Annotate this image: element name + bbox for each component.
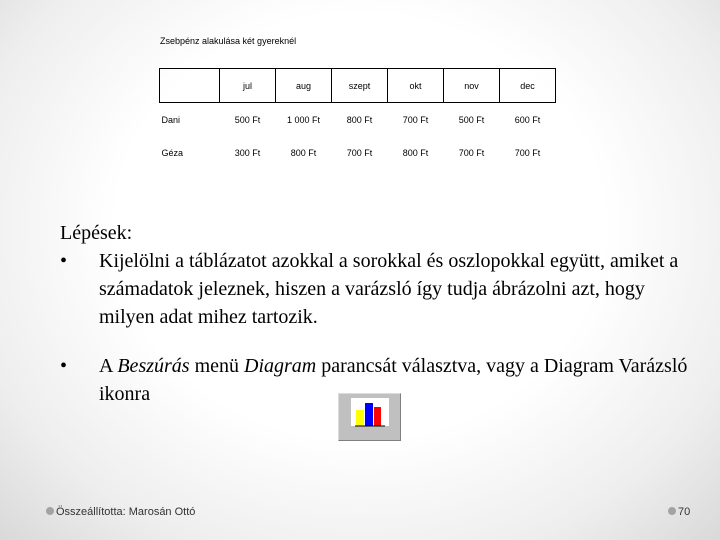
footer-dot-icon — [46, 507, 54, 515]
header-cell-nov: nov — [444, 69, 500, 103]
table-cell: 300 Ft — [234, 147, 261, 158]
header-cell-szept: szept — [332, 69, 388, 103]
steps-section — [60, 219, 700, 408]
step-text-part: A — [99, 355, 118, 377]
step-text: Kijelölni a táblázatot azokkal a sorokkal és oszlopokkal együtt, amiket a számadatok jeleznek, hiszen a varázsló így tudja ábrázolni azt, hogy milyen adat mihez tartozik. — [99, 250, 679, 328]
header-corner-cell — [160, 69, 220, 103]
command-name: Diagram — [244, 355, 317, 377]
table-cell: 500 Ft — [458, 114, 485, 125]
row-label: Géza — [161, 147, 184, 158]
bullet-marker: • — [60, 250, 68, 272]
chart-wizard-icon-graphic — [339, 394, 400, 440]
table-cell: 800 Ft — [290, 147, 317, 158]
footer-dot-icon — [668, 507, 676, 515]
footer-author-text: Összeállította: Marosán Ottó — [56, 506, 196, 518]
icon-bar — [365, 403, 373, 426]
chart-wizard-icon[interactable] — [338, 393, 401, 441]
allowance-table — [159, 68, 556, 169]
table-cell: 800 Ft — [346, 114, 373, 125]
bullet-marker: • — [60, 355, 68, 377]
table-row — [160, 103, 556, 137]
table-cell: 1 000 Ft — [286, 114, 321, 125]
row-label: Dani — [161, 114, 181, 125]
table-cell: 800 Ft — [402, 147, 429, 158]
header-cell-dec: dec — [500, 69, 556, 103]
table-row — [160, 136, 556, 169]
step-text-part: parancsát választva, vagy a Diagram Varázsló ikonra — [99, 355, 688, 405]
menu-name: Beszúrás — [117, 355, 190, 377]
icon-bar — [356, 410, 364, 426]
table-cell: 600 Ft — [514, 114, 541, 125]
table-title: Zsebpénz alakulása két gyereknél — [160, 36, 297, 46]
page-number: 70 — [678, 506, 691, 518]
header-cell-aug: aug — [276, 69, 332, 103]
step-bullet — [60, 247, 700, 331]
icon-bar — [374, 407, 381, 426]
table-cell: 500 Ft — [234, 114, 261, 125]
table-cell: 700 Ft — [514, 147, 541, 158]
step-text-part: menü — [189, 355, 245, 377]
table-header-row — [160, 69, 556, 103]
header-cell-jul: jul — [220, 69, 276, 103]
table-cell: 700 Ft — [458, 147, 485, 158]
steps-heading: Lépések: — [60, 222, 133, 244]
footer-page — [668, 506, 690, 518]
table-cell: 700 Ft — [346, 147, 373, 158]
footer-author — [46, 506, 195, 518]
header-cell-okt: okt — [388, 69, 444, 103]
table-cell: 700 Ft — [402, 114, 429, 125]
